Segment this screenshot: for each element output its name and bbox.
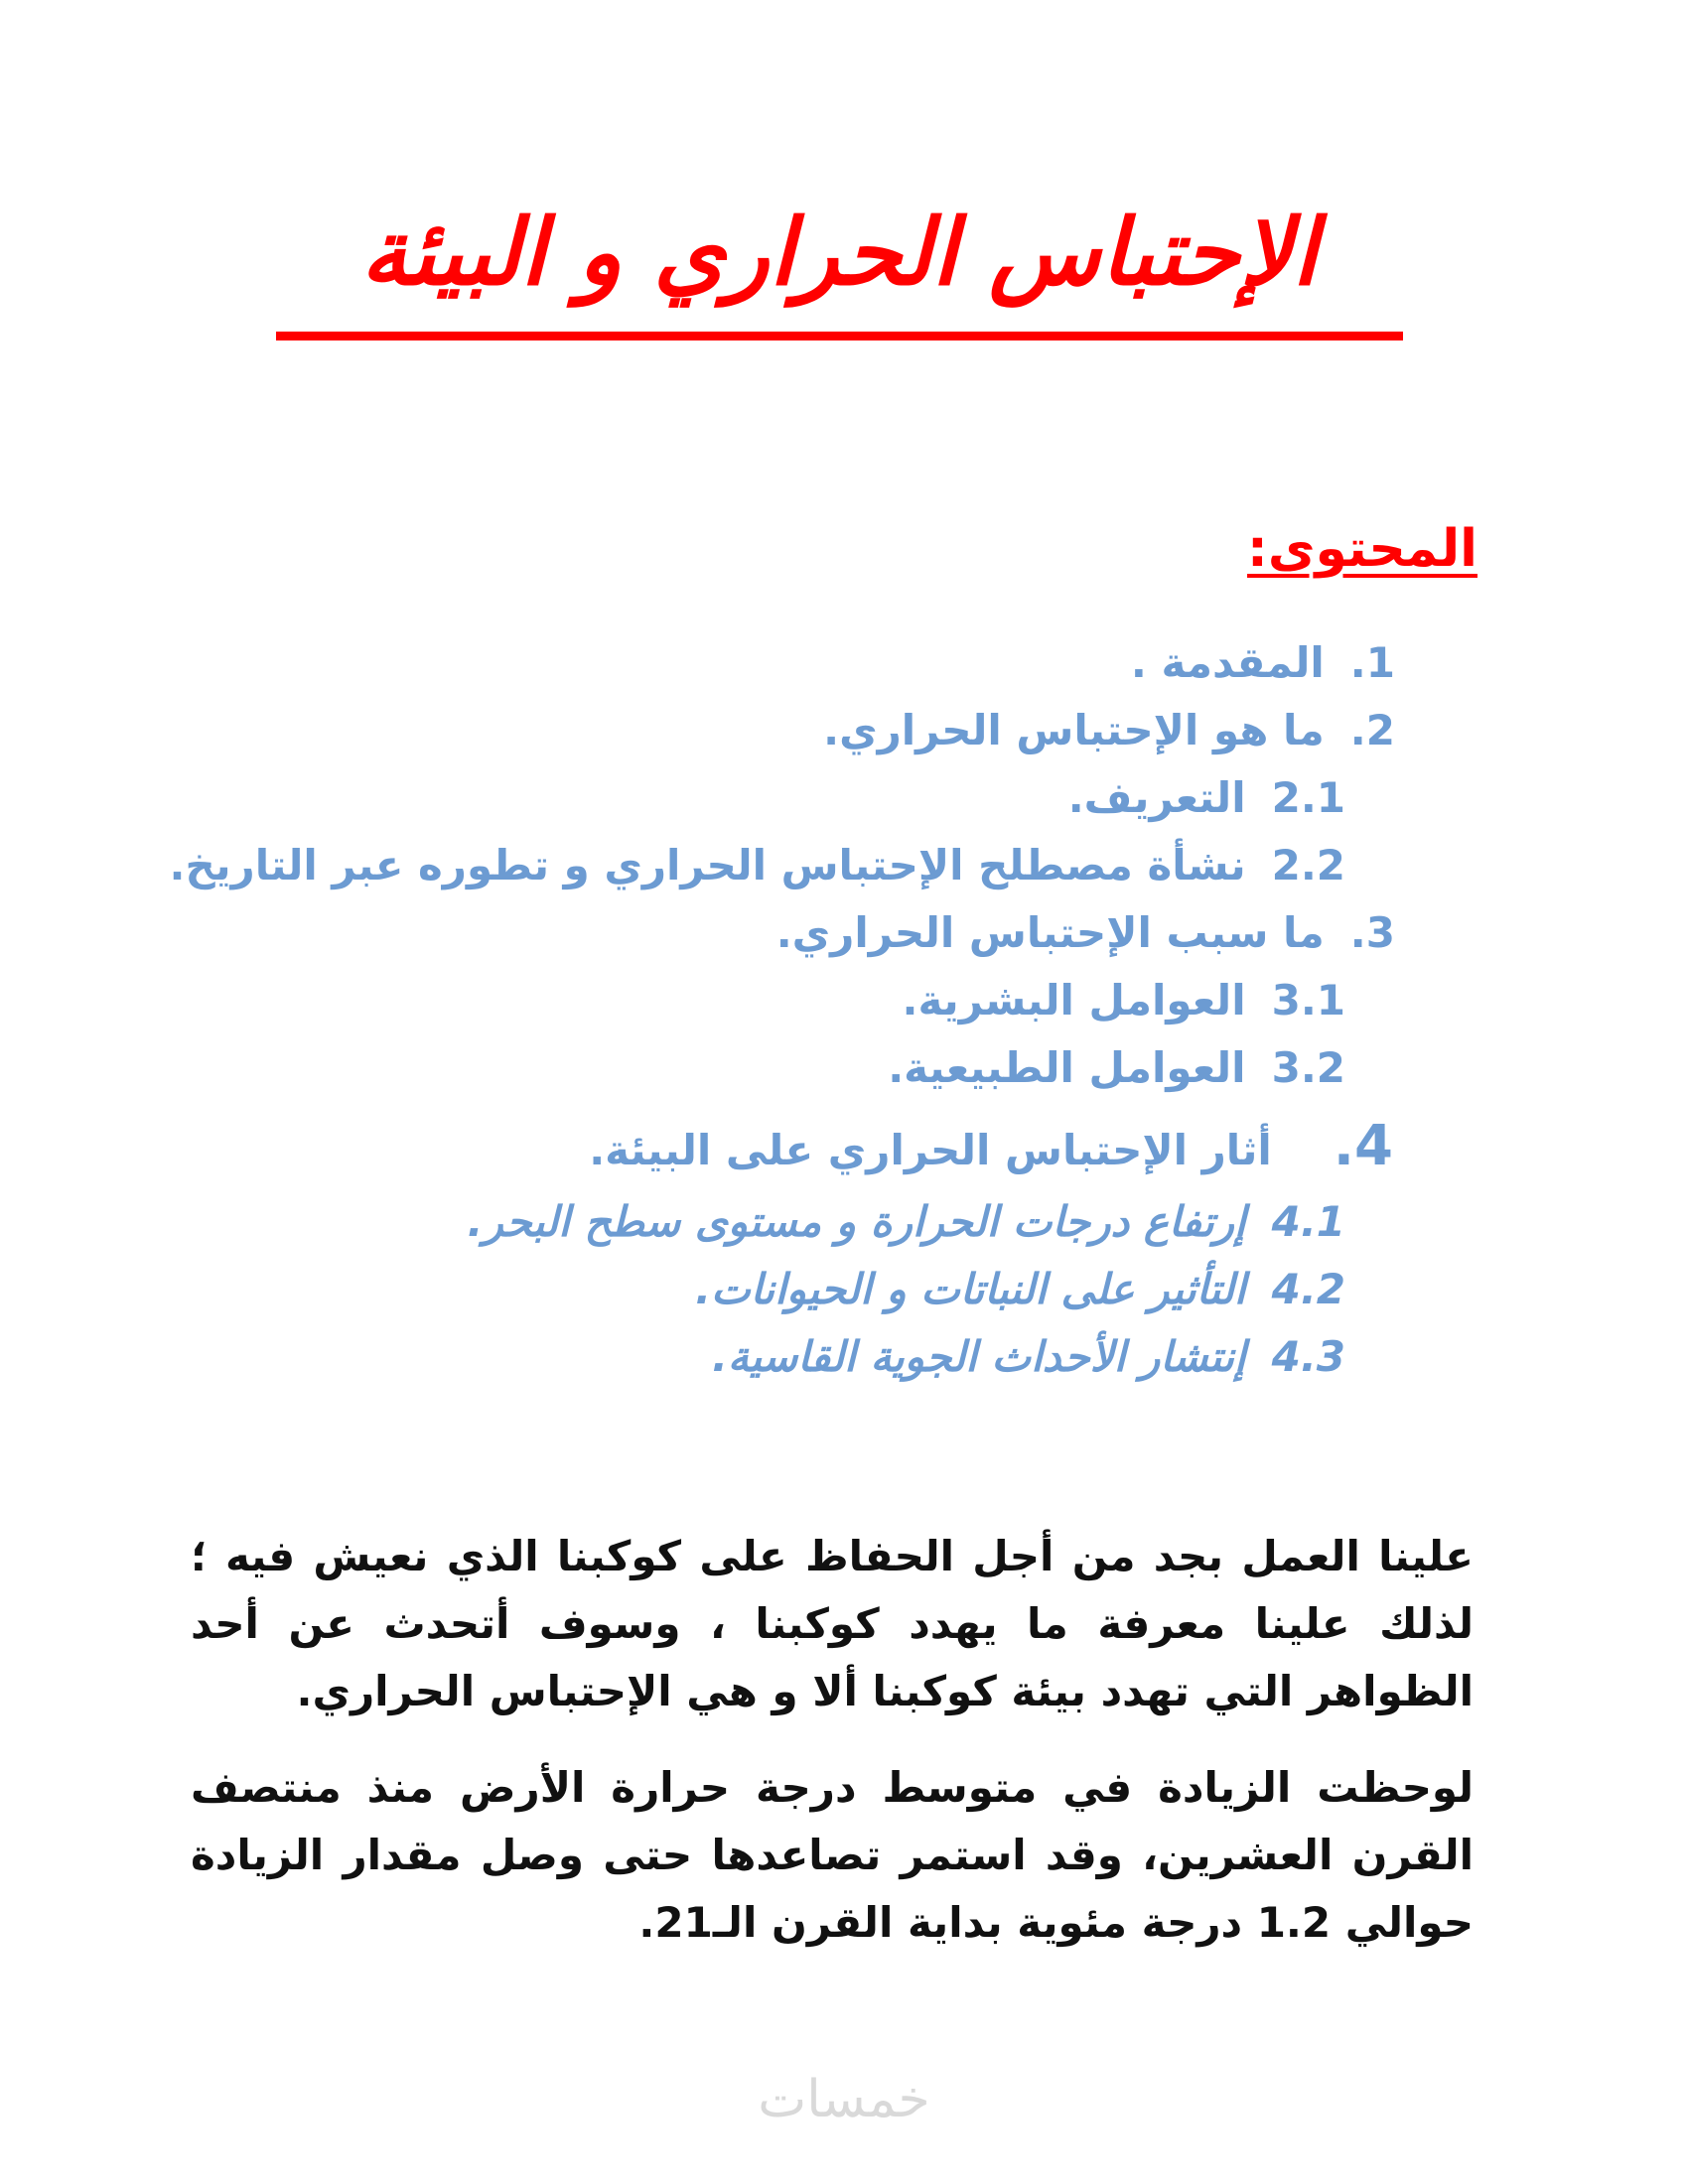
toc-item-2-1 xyxy=(1068,770,1345,826)
toc-item-4 xyxy=(589,1114,1393,1178)
toc-number: 4.1 xyxy=(1271,1197,1345,1246)
intro-paragraph: علينا العمل بجد من أجل الحفاظ على كوكبنا الذي نعيش فيه ؛ لذلك علينا معرفة ما يهدد كوكبنا ، وسوف أتحدث عن أحد الظواهر التي تهدد بيئة كوكبنا ألا و هي الإحتباس الحراري. xyxy=(191,1532,1474,1715)
toc-text: التأثير على النباتات و الحيوانات. xyxy=(695,1265,1246,1313)
document-title: الإحتباس الحراري و البيئة xyxy=(360,200,1318,306)
toc-text: إنتشار الأحداث الجوية القاسية. xyxy=(711,1332,1246,1381)
toc-number: 4. xyxy=(1333,1114,1393,1178)
toc-text: نشأة مصطلح الإحتباس الحراري و تطوره عبر التاريخ. xyxy=(169,841,1246,889)
toc-text: ما هو الإحتباس الحراري. xyxy=(823,706,1325,754)
toc-item-2-2 xyxy=(170,838,1345,893)
toc-number: 2. xyxy=(1349,706,1395,754)
toc-item-3-2 xyxy=(888,1040,1345,1096)
toc-number: 2.2 xyxy=(1271,841,1345,889)
toc-number: 3. xyxy=(1349,908,1395,957)
toc-number: 1. xyxy=(1349,638,1395,687)
toc-text: العوامل الطبيعية. xyxy=(888,1043,1246,1092)
temperature-paragraph: لوحظت الزيادة في متوسط درجة حرارة الأرض منذ منتصف القرن العشرين، وقد استمر تصاعدها حتى وصل مقدار الزيادة حوالي 1.2 درجة مئوية بداية القرن الـ21. xyxy=(191,1763,1474,1947)
toc-item-1 xyxy=(1131,635,1395,691)
toc-number: 2.1 xyxy=(1271,773,1345,822)
toc-text: أثار الإحتباس الحراري على البيئة. xyxy=(589,1126,1272,1174)
toc-heading: المحتوى: xyxy=(1247,519,1477,579)
toc-number: 4.2 xyxy=(1271,1265,1345,1313)
watermark-logo: خمسات xyxy=(758,2070,930,2129)
toc-number: 3.1 xyxy=(1271,976,1345,1024)
toc-item-3-1 xyxy=(903,973,1346,1028)
toc-number: 3.2 xyxy=(1271,1043,1345,1092)
toc-number: 4.3 xyxy=(1271,1332,1345,1381)
toc-item-3 xyxy=(776,905,1395,961)
toc-item-4-1 xyxy=(467,1194,1345,1250)
title-underline xyxy=(276,332,1403,341)
toc-item-4-3 xyxy=(712,1329,1345,1385)
toc-text: إرتفاع درجات الحرارة و مستوى سطح البحر. xyxy=(467,1197,1246,1246)
toc-text: العوامل البشرية. xyxy=(902,976,1246,1024)
toc-item-4-2 xyxy=(695,1262,1345,1317)
toc-text: المقدمة . xyxy=(1130,638,1325,687)
toc-text: التعريف. xyxy=(1067,773,1246,822)
toc-text: ما سبب الإحتباس الحراري. xyxy=(775,908,1325,957)
toc-item-2 xyxy=(823,703,1395,758)
